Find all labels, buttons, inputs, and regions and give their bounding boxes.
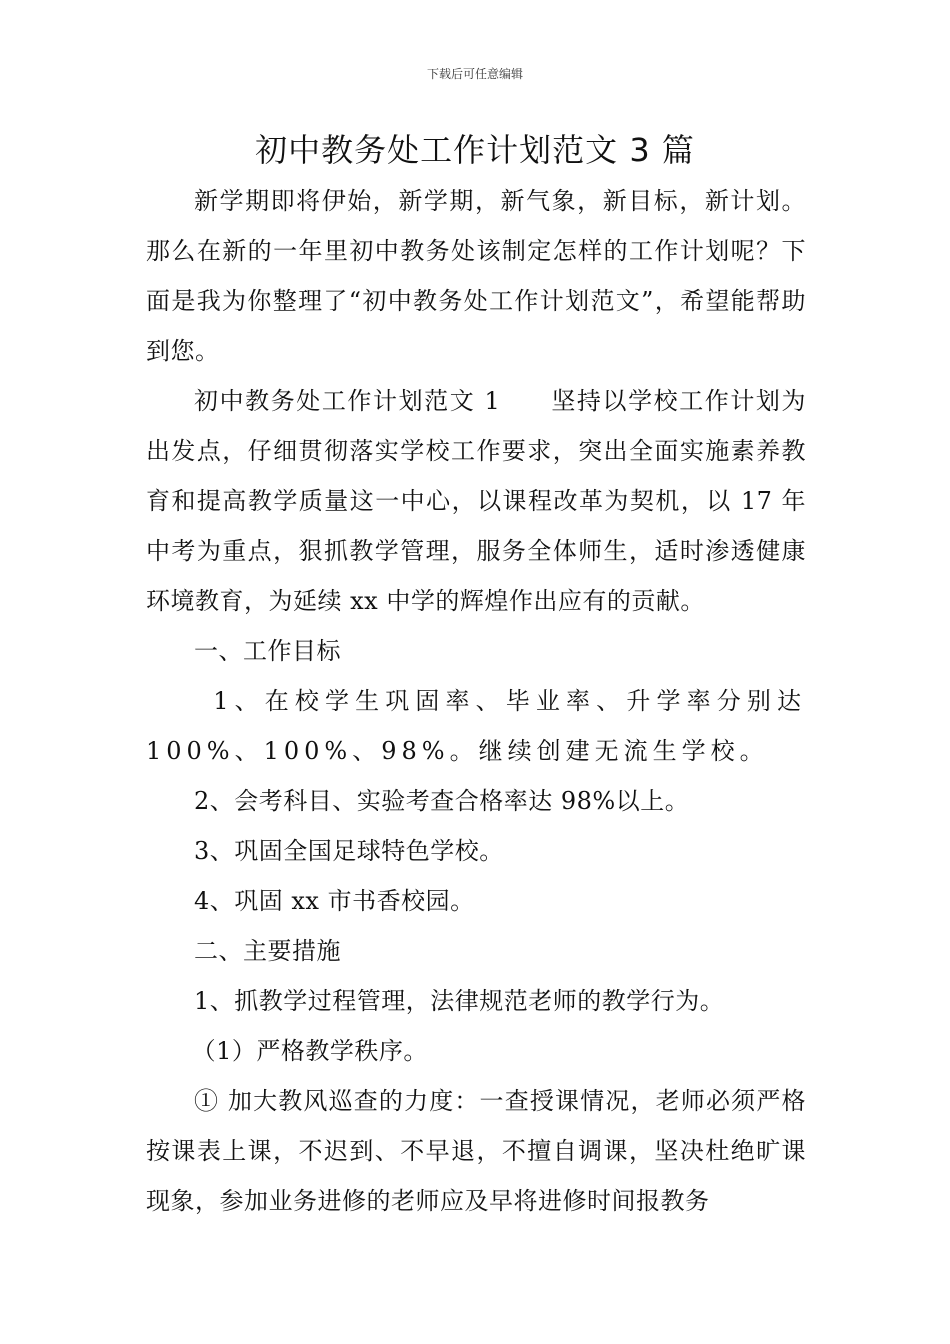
measure-item-1: 1、抓教学过程管理，法律规范老师的教学行为。 — [194, 987, 725, 1015]
measures-heading: 二、主要措施 — [194, 937, 341, 965]
document-title: 初中教务处工作计划范文 3 篇 — [255, 131, 695, 169]
goal-item-3: 3、巩固全国足球特色学校。 — [194, 837, 504, 865]
goal-item-1: 1、在校学生巩固率、毕业率、升学率分别达 100%、100%、98%。继续创建无流生学校。 — [146, 687, 806, 765]
goals-heading: 一、工作目标 — [194, 637, 341, 665]
sample-heading: 初中教务处工作计划范文 1 — [194, 387, 501, 415]
sample-lead-text: 坚持以学校工作计划为出发点，仔细贯彻落实学校工作要求，突出全面实施素养教育和提高教学质量这一中心，以课程改革为契机，以 17 年中考为重点，狠抓教学管理，服务全体师生，适时渗透健康环境教育，为延续 xx 中学的辉煌作出应有的贡献。 — [146, 387, 807, 615]
goal-item-4: 4、巩固 xx 市书香校园。 — [194, 887, 475, 915]
goal-item-2: 2、会考科目、实验考查合格率达 98%以上。 — [194, 787, 690, 815]
page-header-note: 下载后可任意编辑 — [426, 67, 523, 81]
document-body — [146, 176, 806, 1226]
section-paragraph — [146, 376, 806, 626]
intro-paragraph: 新学期即将伊始，新学期，新气象，新目标，新计划。那么在新的一年里初中教务处该制定怎样的工作计划呢？下面是我为你整理了“初中教务处工作计划范文”，希望能帮助到您。 — [146, 187, 806, 365]
measure-subitem-1: （1）严格教学秩序。 — [191, 1037, 428, 1065]
measure-detail-1: ① 加大教风巡查的力度：一查授课情况，老师必须严格按课表上课，不迟到、不早退，不擅自调课，坚决杜绝旷课现象，参加业务进修的老师应及早将进修时间报教务 — [146, 1087, 806, 1215]
